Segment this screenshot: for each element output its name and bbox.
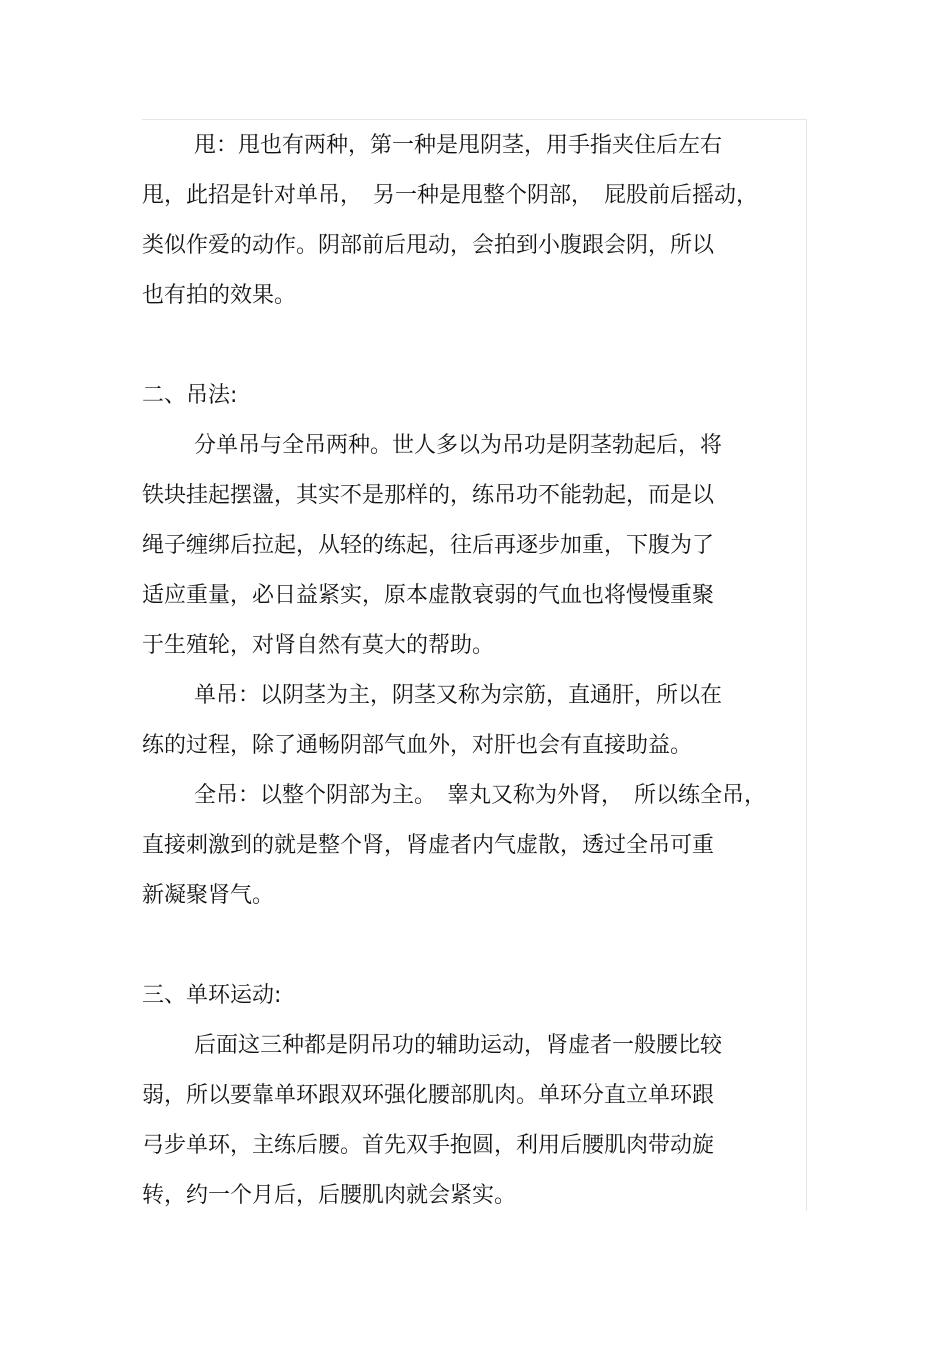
paragraph-line: 新凝聚肾气。 (142, 883, 275, 908)
paragraph-line: 后面这三种都是阴吊功的辅助运动，肾虚者一般腰比较 (194, 1033, 723, 1058)
paragraph-line: 于生殖轮，对肾自然有莫大的帮助。 (142, 633, 495, 658)
paragraph-line: 甩，此招是针对单吊， 另一种是甩整个阴部， 屁股前后摇动， (142, 183, 759, 208)
paragraph-line: 适应重量，必日益紧实，原本虚散衰弱的气血也将慢慢重聚 (142, 583, 715, 608)
paragraph-line: 弱，所以要靠单环跟双环强化腰部肌肉。单环分直立单环跟 (142, 1083, 715, 1108)
paragraph-line: 类似作爱的动作。阴部前后甩动，会拍到小腹跟会阴，所以 (142, 233, 715, 258)
paragraph-line: 分单吊与全吊两种。世人多以为吊功是阴茎勃起后，将 (194, 433, 723, 458)
paragraph-line: 全吊：以整个阴部为主。 睾丸又称为外肾， 所以练全吊， (194, 783, 767, 808)
paragraph-line: 绳子缠绑后拉起，从轻的练起，往后再逐步加重，下腹为了 (142, 533, 715, 558)
paragraph-line: 练的过程，除了通畅阴部气血外，对肝也会有直接助益。 (142, 733, 693, 758)
paragraph-line: 直接刺激到的就是整个肾，肾虚者内气虚散，透过全吊可重 (142, 833, 715, 858)
paragraph-line: 甩：甩也有两种，第一种是甩阴茎，用手指夹住后左右 (194, 133, 723, 158)
section-heading: 三、单环运动: (142, 983, 282, 1008)
section-heading: 二、吊法: (142, 383, 238, 408)
paragraph-line: 铁块挂起摆盪，其实不是那样的，练吊功不能勃起，而是以 (142, 483, 715, 508)
paragraph-line: 也有拍的效果。 (142, 283, 297, 308)
paragraph-line: 转，约一个月后，后腰肌肉就会紧实。 (142, 1183, 517, 1208)
paragraph-line: 弓步单环，主练后腰。首先双手抱圆，利用后腰肌肉带动旋 (142, 1133, 715, 1158)
paragraph-line: 单吊：以阴茎为主，阴茎又称为宗筋，直通肝，所以在 (194, 683, 723, 708)
